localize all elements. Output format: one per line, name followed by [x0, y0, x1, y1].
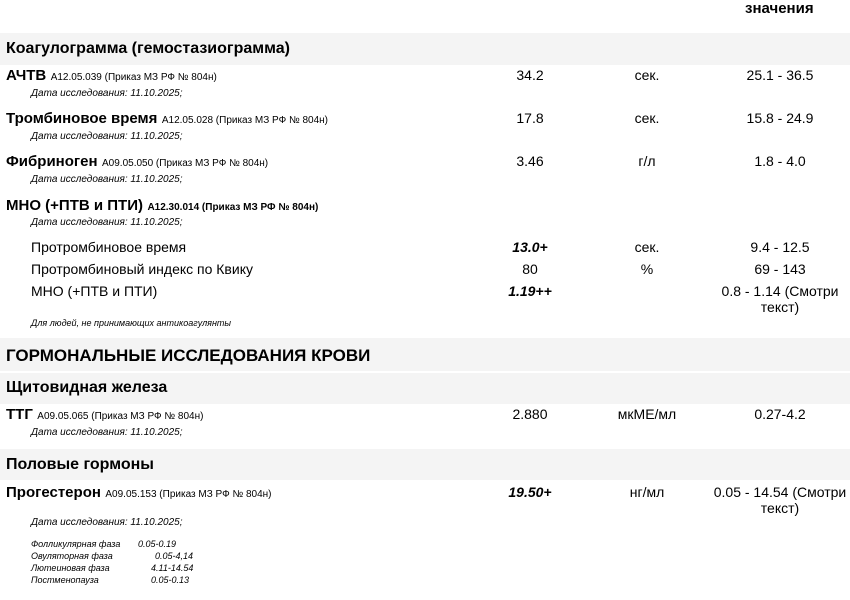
section-title: Щитовидная железа: [6, 379, 168, 396]
test-code: A12.30.014 (Приказ МЗ РФ № 804н): [147, 202, 319, 213]
reference-range: 15.8 - 24.9: [746, 110, 814, 126]
unit: сек.: [634, 110, 660, 126]
phase-value: 0.05-0.19: [138, 539, 177, 549]
test-date: Дата исследования: 11.10.2025;: [31, 131, 183, 142]
phase-name: Фолликулярная фаза: [31, 539, 121, 549]
phase-name: Постменопауза: [31, 575, 99, 585]
phase-row: [31, 550, 194, 562]
phase-name: Овуляторная фаза: [31, 551, 113, 561]
result-value: 17.8: [516, 110, 544, 126]
reference-range: 1.8 - 4.0: [754, 153, 806, 169]
subtest-name: Протромбиновое время: [31, 239, 187, 255]
reference-range: 25.1 - 36.5: [746, 67, 814, 83]
test-name: ТТГ: [6, 406, 33, 423]
reference-column-header: значения: [745, 0, 814, 17]
section-title: Коагулограмма (гемостазиограмма): [6, 40, 290, 57]
phase-value: 0.05-0.13: [151, 575, 190, 585]
test-fibrinogen: [6, 153, 268, 171]
reference-range: 0.05 - 14.54 (Смотри текст): [713, 484, 847, 516]
section-title: ГОРМОНАЛЬНЫЕ ИССЛЕДОВАНИЯ КРОВИ: [6, 346, 371, 365]
test-trombin: [6, 110, 328, 128]
test-note: Для людей, не принимающих антикоагулянты: [31, 318, 232, 328]
unit: сек.: [634, 239, 660, 255]
test-code: A09.05.153 (Приказ МЗ РФ № 804н): [105, 489, 272, 500]
subtest-name: Протромбиновый индекс по Квику: [31, 261, 253, 277]
phase-name: Лютеиновая фаза: [31, 563, 110, 573]
test-ttg: [6, 406, 203, 424]
test-name: АЧТВ: [6, 67, 47, 84]
test-code: A12.05.028 (Приказ МЗ РФ № 804н): [161, 115, 328, 126]
test-date: Дата исследования: 11.10.2025;: [31, 427, 183, 438]
phase-value: 0.05-4,14: [155, 551, 194, 561]
reference-range: 9.4 - 12.5: [750, 239, 810, 255]
test-achtv: [6, 67, 217, 85]
result-value: 34.2: [516, 67, 544, 83]
result-value: 1.19++: [508, 283, 552, 299]
result-value: 3.46: [516, 153, 544, 169]
test-date: Дата исследования: 11.10.2025;: [31, 217, 183, 228]
result-value: 13.0+: [512, 239, 548, 255]
reference-range: 69 - 143: [754, 261, 806, 277]
subtest-name: МНО (+ПТВ и ПТИ): [31, 283, 158, 299]
test-code: A12.05.039 (Приказ МЗ РФ № 804н): [50, 72, 217, 83]
unit: мкМЕ/мл: [617, 406, 677, 422]
reference-range: 0.27-4.2: [754, 406, 806, 422]
test-name: Фибриноген: [6, 153, 98, 170]
result-value: 80: [522, 261, 538, 277]
reference-range: 0.8 - 1.14 (Смотри текст): [721, 283, 839, 315]
test-date: Дата исследования: 11.10.2025;: [31, 174, 183, 185]
unit: %: [640, 261, 654, 277]
result-value: 19.50+: [508, 484, 552, 500]
test-code: A09.05.050 (Приказ МЗ РФ № 804н): [102, 158, 269, 169]
section-sex-hormones: [0, 449, 850, 480]
section-title: Половые гормоны: [6, 456, 154, 473]
section-coagulogram: [0, 33, 850, 65]
phase-value: 4.11-14.54: [151, 563, 194, 573]
result-value: 2.880: [512, 406, 548, 422]
phase-row: [31, 538, 177, 550]
test-date: Дата исследования: 11.10.2025;: [31, 517, 183, 528]
test-name: МНО (+ПТВ и ПТИ): [6, 197, 143, 214]
section-hormones: [0, 338, 850, 371]
test-mno: [6, 197, 318, 215]
test-code: A09.05.065 (Приказ МЗ РФ № 804н): [37, 411, 204, 422]
phase-row: [31, 562, 194, 574]
unit: сек.: [634, 67, 660, 83]
section-thyroid: [0, 373, 850, 404]
test-date: Дата исследования: 11.10.2025;: [31, 88, 183, 99]
phase-row: [31, 574, 190, 586]
test-name: Тромбиновое время: [6, 110, 158, 127]
test-progesteron: [6, 484, 272, 502]
unit: нг/мл: [629, 484, 665, 500]
test-name: Прогестерон: [6, 484, 101, 501]
unit: г/л: [638, 153, 656, 169]
